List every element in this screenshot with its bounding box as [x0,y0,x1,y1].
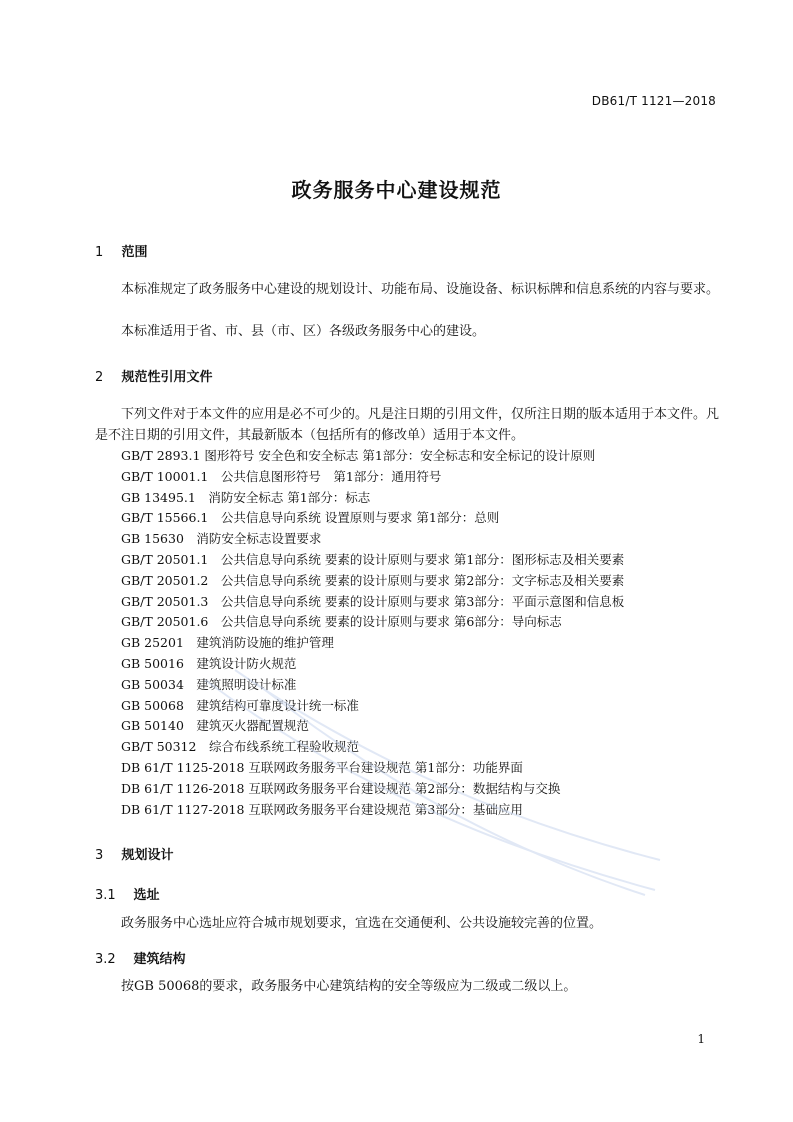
reference-item: GB 15630 消防安全标志设置要求 [121,531,322,547]
section-title: 规范性引用文件 [121,370,213,385]
reference-item: GB 25201 建筑消防设施的维护管理 [121,635,334,651]
reference-item: GB 50034 建筑照明设计标准 [121,676,297,692]
subsection-heading-3-1 [95,884,160,903]
reference-item: GB/T 20501.1 公共信息导向系统 要素的设计原则与要求 第1部分：图形标志及相关要素 [121,551,625,567]
reference-item: GB/T 2893.1 图形符号 安全色和安全标志 第1部分：安全标志和安全标记的设计原则 [121,448,596,463]
site-paragraph: 政务服务中心选址应符合城市规划要求，宜选在交通便利、公共设施较完善的位置。 [121,916,603,931]
reference-item: GB 50068 建筑结构可靠度设计统一标准 [121,697,359,713]
reference-item: GB 13495.1 消防安全标志 第1部分：标志 [121,489,371,505]
reference-item: DB 61/T 1126-2018 互联网政务服务平台建设规范 第2部分：数据结构与交换 [121,780,561,796]
scope-paragraph-1: 本标准规定了政务服务中心建设的规划设计、功能布局、设施设备、标识标牌和信息系统的内容与要求。 [121,282,720,297]
section-number: 3.2 [95,952,116,967]
section-title: 选址 [133,888,160,903]
section-number: 3.1 [95,888,116,903]
structure-paragraph: 按GB 50068的要求，政务服务中心建筑结构的安全等级应为二级或二级以上。 [121,979,577,994]
page-title: 政务服务中心建设规范 [291,178,502,202]
scope-paragraph-2: 本标准适用于省、市、县（市、区）各级政务服务中心的建设。 [121,324,486,339]
reference-item: GB/T 20501.2 公共信息导向系统 要素的设计原则与要求 第2部分：文字标志及相关要素 [121,572,625,588]
reference-item: GB/T 20501.6 公共信息导向系统 要素的设计原则与要求 第6部分：导向标志 [121,614,562,630]
section-heading-1 [95,241,148,260]
reference-item: GB/T 50312 综合布线系统工程验收规范 [121,739,359,755]
section-title: 范围 [121,245,148,260]
reference-list [121,446,624,820]
section-number: 3 [95,848,104,863]
reference-item: GB/T 20501.3 公共信息导向系统 要素的设计原则与要求 第3部分：平面示意图和信息板 [121,593,625,609]
reference-item: DB 61/T 1127-2018 互联网政务服务平台建设规范 第3部分：基础应用 [121,801,523,817]
page-number: 1 [697,1032,705,1046]
references-intro-paragraph: 下列文件对于本文件的应用是必不可少的。凡是注日期的引用文件，仅所注日期的版本适用于本文件。凡是不注日期的引用文件，其最新版本（包括所有的修改单）适用于本文件。 [95,407,720,443]
reference-item: DB 61/T 1125-2018 互联网政务服务平台建设规范 第1部分：功能界面 [121,759,523,775]
section-number: 1 [95,245,104,260]
section-number: 2 [95,370,104,385]
section-title: 规划设计 [121,848,174,863]
section-title: 建筑结构 [133,952,186,967]
reference-item: GB 50140 建筑灭火器配置规范 [121,718,309,734]
reference-item: GB/T 15566.1 公共信息导向系统 设置原则与要求 第1部分：总则 [121,510,500,526]
section-heading-2 [95,366,213,385]
reference-item: GB/T 10001.1 公共信息图形符号 第1部分：通用符号 [121,468,442,484]
reference-item: GB 50016 建筑设计防火规范 [121,655,297,671]
section-heading-3 [95,844,174,863]
doc-code: DB61/T 1121—2018 [591,94,716,108]
subsection-heading-3-2 [95,948,186,967]
